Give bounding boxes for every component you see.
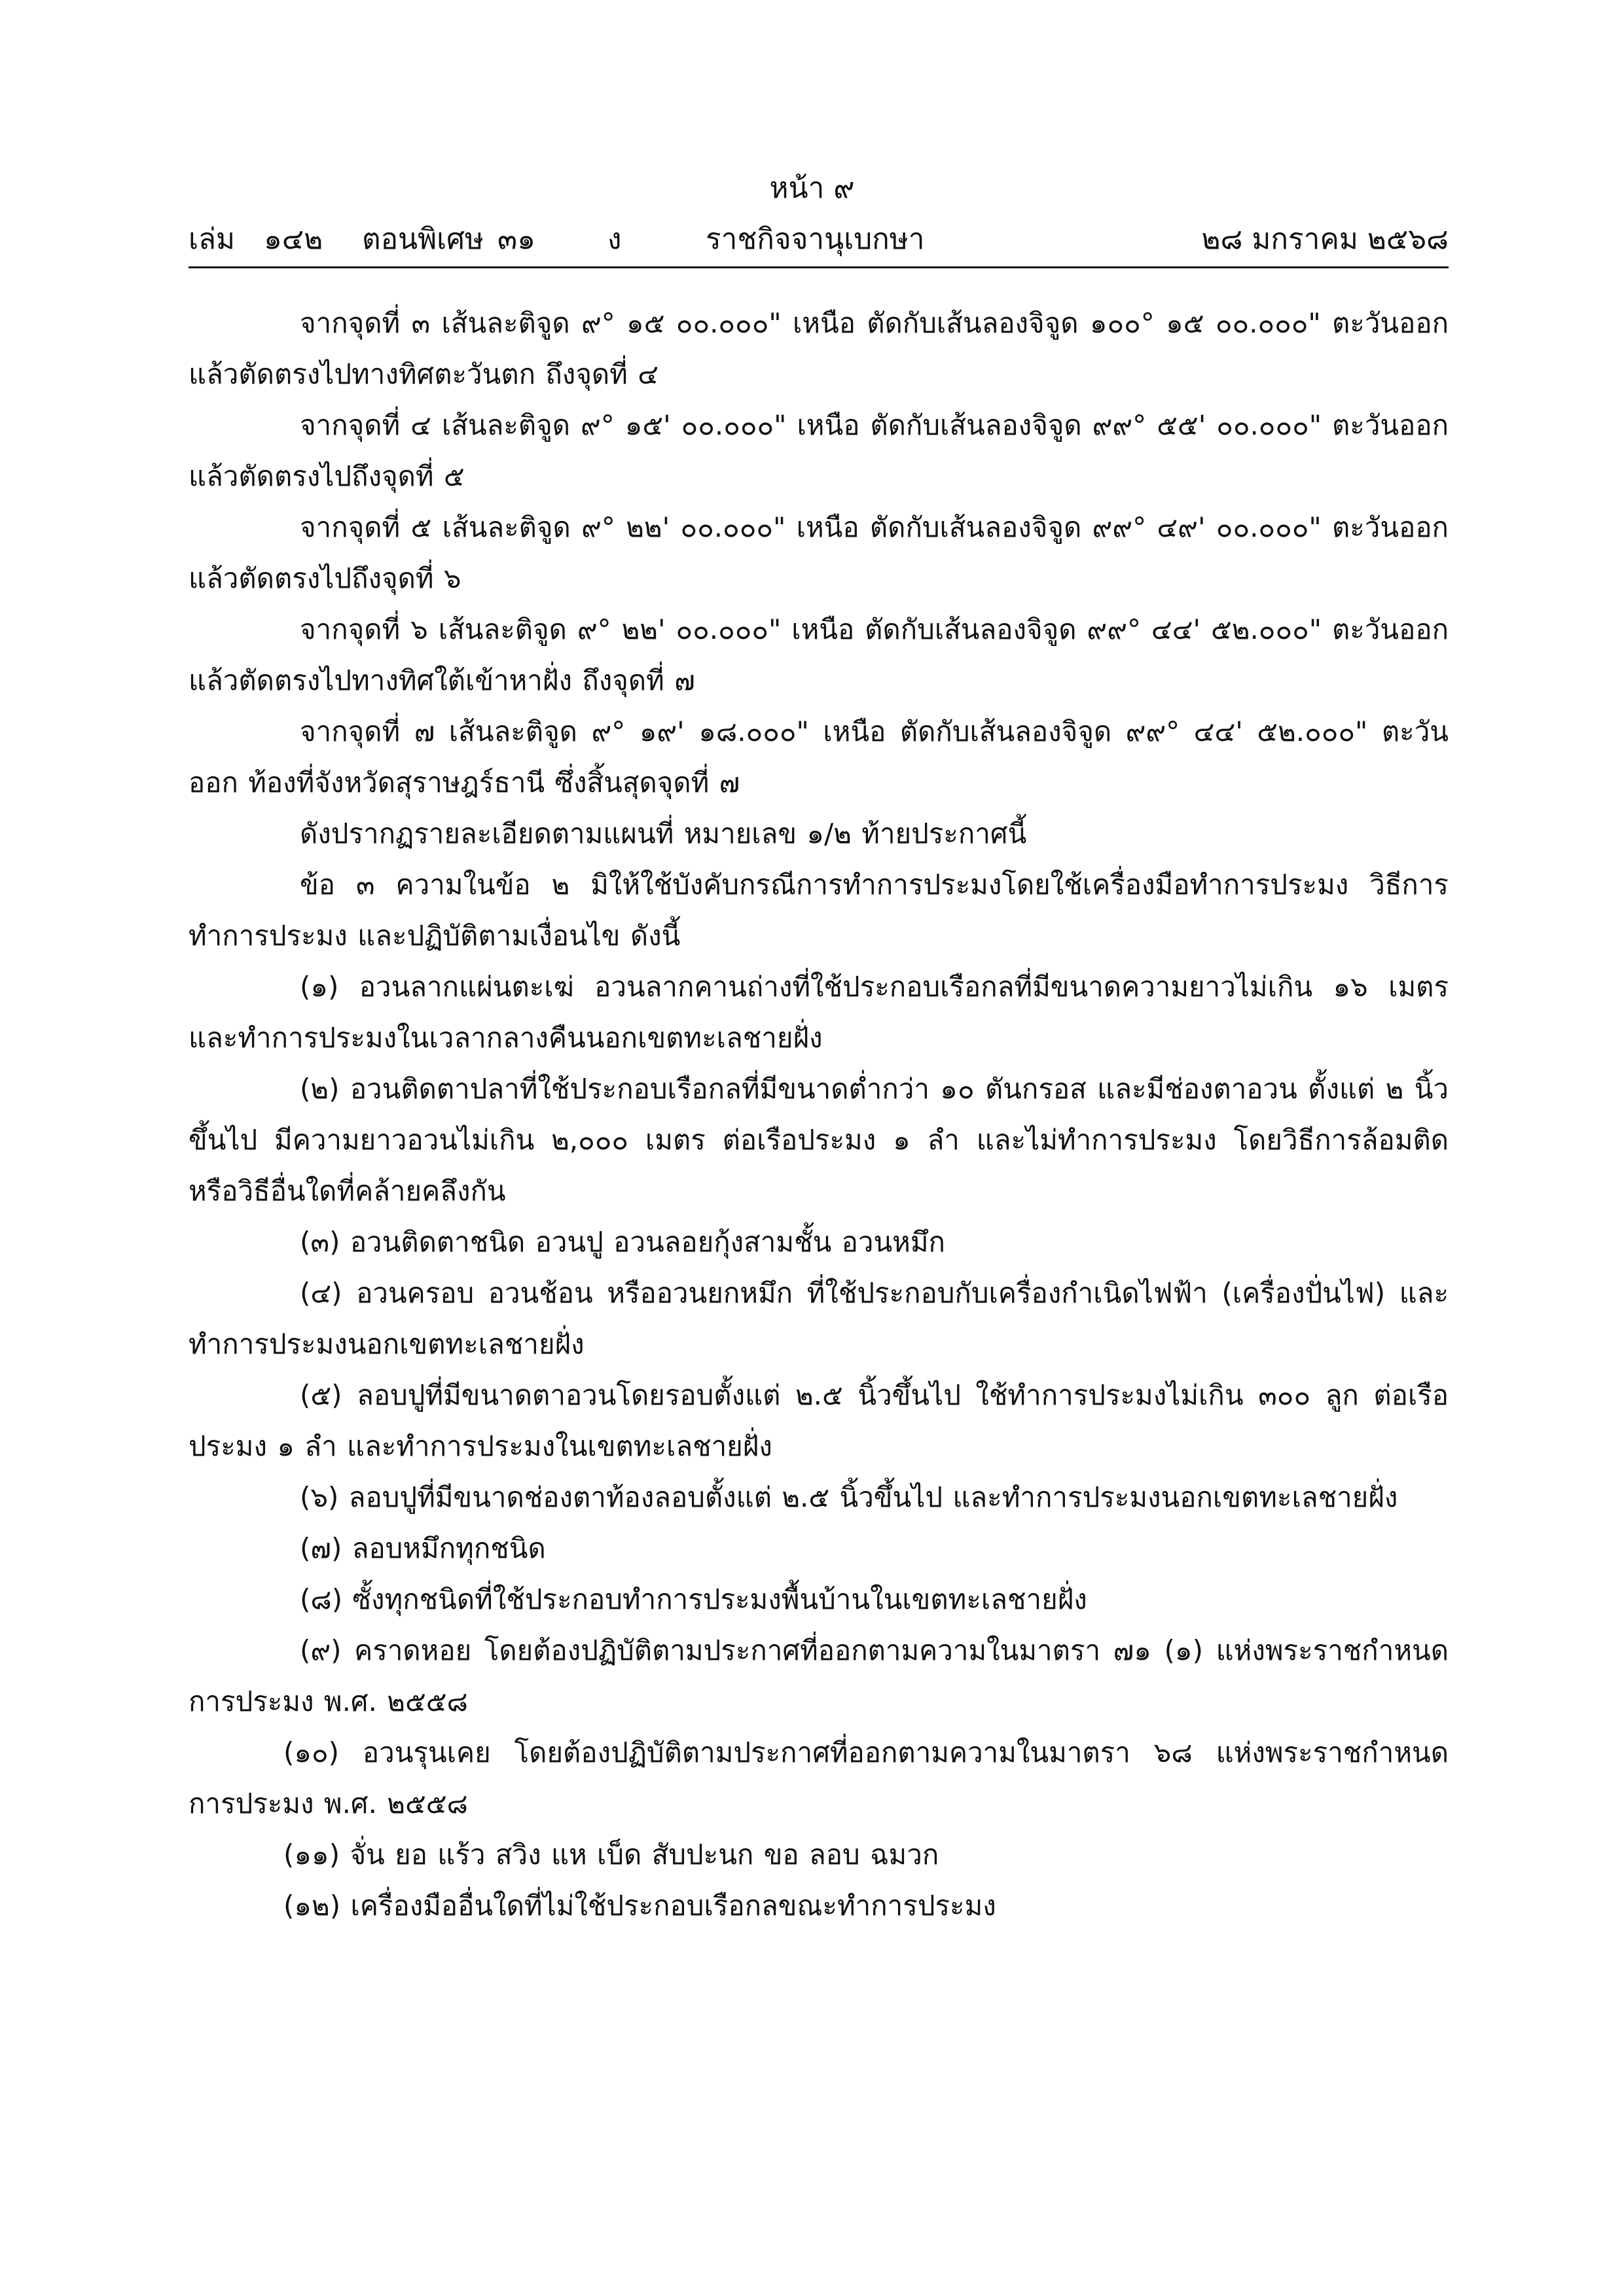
list-item-4: (๔) อวนครอบ อวนช้อน หรืออวนยกหมึก ที่ใช้ประกอบกับเครื่องกำเนิดไฟฟ้า (เครื่องปั่นไฟ) และทำการประมงนอกเขตทะเลชายฝั่ง	[189, 1277, 1449, 1360]
paragraph-point-6: จากจุดที่ ๖ เส้นละติจูด ๙° ๒๒' ๐๐.๐๐๐" เหนือ ตัดกับเส้นลองจิจูด ๙๙° ๔๔' ๕๒.๐๐๐" ตะวันออก แล้วตัดตรงไปทางทิศใต้เข้าหาฝั่ง ถึงจุดที่ ๗	[189, 613, 1449, 696]
publication-date: ๒๘ มกราคม ๒๕๖๘	[1201, 223, 1449, 256]
list-item-1: (๑) อวนลากแผ่นตะเฆ่ อวนลากคานถ่างที่ใช้ประกอบเรือกลที่มีขนาดความยาวไม่เกิน ๑๖ เมตร และทำการประมงในเวลากลางคืนนอกเขตทะเลชายฝั่ง	[189, 971, 1449, 1054]
volume-label: เล่ม	[189, 223, 236, 256]
gazette-header	[189, 219, 1449, 260]
paragraph-point-3: จากจุดที่ ๓ เส้นละติจูด ๙° ๑๕ ๐๐.๐๐๐" เหนือ ตัดกับเส้นลองจิจูด ๑๐๐° ๑๕ ๐๐.๐๐๐" ตะวันออก แล้วตัดตรงไปทางทิศตะวันตก ถึงจุดที่ ๔	[189, 307, 1449, 390]
section-number: ๓๑	[497, 223, 536, 256]
volume-number: ๑๔๒	[264, 223, 323, 256]
list-item-9: (๙) คราดหอย โดยต้องปฏิบัติตามประกาศที่ออกตามความในมาตรา ๗๑ (๑) แห่งพระราชกำหนด การประมง พ.ศ. ๒๕๕๘	[189, 1634, 1449, 1717]
list-item-2: (๒) อวนติดตาปลาที่ใช้ประกอบเรือกลที่มีขนาดต่ำกว่า ๑๐ ตันกรอส และมีช่องตาอวน ตั้งแต่ ๒ นิ้วขึ้นไป มีความยาวอวนไม่เกิน ๒,๐๐๐ เมตร ต่อเรือประมง ๑ ลำ และไม่ทำการประมง โดยวิธีการล้อมติด หรือวิธีอื่นใดที่คล้ายคลึงกัน	[189, 1073, 1449, 1207]
list-item-6: (๖) ลอบปูที่มีขนาดช่องตาท้องลอบตั้งแต่ ๒.๕ นิ้วขึ้นไป และทำการประมงนอกเขตทะเลชายฝั่ง	[300, 1481, 1398, 1513]
paragraph-point-7: จากจุดที่ ๗ เส้นละติจูด ๙° ๑๙' ๑๘.๐๐๐" เหนือ ตัดกับเส้นลองจิจูด ๙๙° ๔๔' ๕๒.๐๐๐" ตะวันออก ท้องที่จังหวัดสุราษฎร์ธานี ซึ่งสิ้นสุดจุดที่ ๗	[189, 715, 1449, 798]
document-body	[189, 298, 1449, 1931]
list-item-8: (๘) ซั้งทุกชนิดที่ใช้ประกอบทำการประมงพื้นบ้านในเขตทะเลชายฝั่ง	[300, 1583, 1087, 1615]
list-item-3: (๓) อวนติดตาชนิด อวนปู อวนลอยกุ้งสามชั้น อวนหมึก	[300, 1226, 945, 1258]
paragraph-clause-3: ข้อ ๓ ความในข้อ ๒ มิให้ใช้บังคับกรณีการทำการประมงโดยใช้เครื่องมือทำการประมง วิธีการทำการประมง และปฏิบัติตามเงื่อนไข ดังนี้	[189, 869, 1449, 952]
list-item-11: (๑๑) จั่น ยอ แร้ว สวิง แห เบ็ด สับปะนก ขอ ลอบ ฉมวก	[283, 1839, 939, 1871]
list-item-7: (๗) ลอบหมึกทุกชนิด	[300, 1532, 546, 1564]
list-item-12: (๑๒) เครื่องมืออื่นใดที่ไม่ใช้ประกอบเรือกลขณะทำการประมง	[283, 1890, 996, 1922]
list-item-10: (๑๐) อวนรุนเคย โดยต้องปฏิบัติตามประกาศที่ออกตามความในมาตรา ๖๘ แห่งพระราชกำหนด การประมง พ.ศ. ๒๕๕๘	[189, 1736, 1449, 1820]
section-label: ตอนพิเศษ	[362, 223, 484, 256]
paragraph-point-5: จากจุดที่ ๕ เส้นละติจูด ๙° ๒๒' ๐๐.๐๐๐" เหนือ ตัดกับเส้นลองจิจูด ๙๙° ๔๙' ๐๐.๐๐๐" ตะวันออก แล้วตัดตรงไปถึงจุดที่ ๖	[189, 511, 1449, 594]
paragraph-map-reference: ดังปรากฏรายละเอียดตามแผนที่ หมายเลข ๑/๒ ท้ายประกาศนี้	[300, 817, 1027, 850]
publication-title: ราชกิจจานุเบกษา	[706, 223, 925, 256]
header-divider	[189, 266, 1449, 268]
page-number: หน้า ๙	[769, 171, 855, 205]
section-type: ง	[607, 223, 622, 256]
paragraph-point-4: จากจุดที่ ๔ เส้นละติจูด ๙° ๑๕' ๐๐.๐๐๐" เหนือ ตัดกับเส้นลองจิจูด ๙๙° ๕๕' ๐๐.๐๐๐" ตะวันออก แล้วตัดตรงไปถึงจุดที่ ๕	[189, 409, 1449, 492]
list-item-5: (๕) ลอบปูที่มีขนาดตาอวนโดยรอบตั้งแต่ ๒.๕ นิ้วขึ้นไป ใช้ทำการประมงไม่เกิน ๓๐๐ ลูก ต่อเรือประมง ๑ ลำ และทำการประมงในเขตทะเลชายฝั่ง	[189, 1379, 1449, 1462]
